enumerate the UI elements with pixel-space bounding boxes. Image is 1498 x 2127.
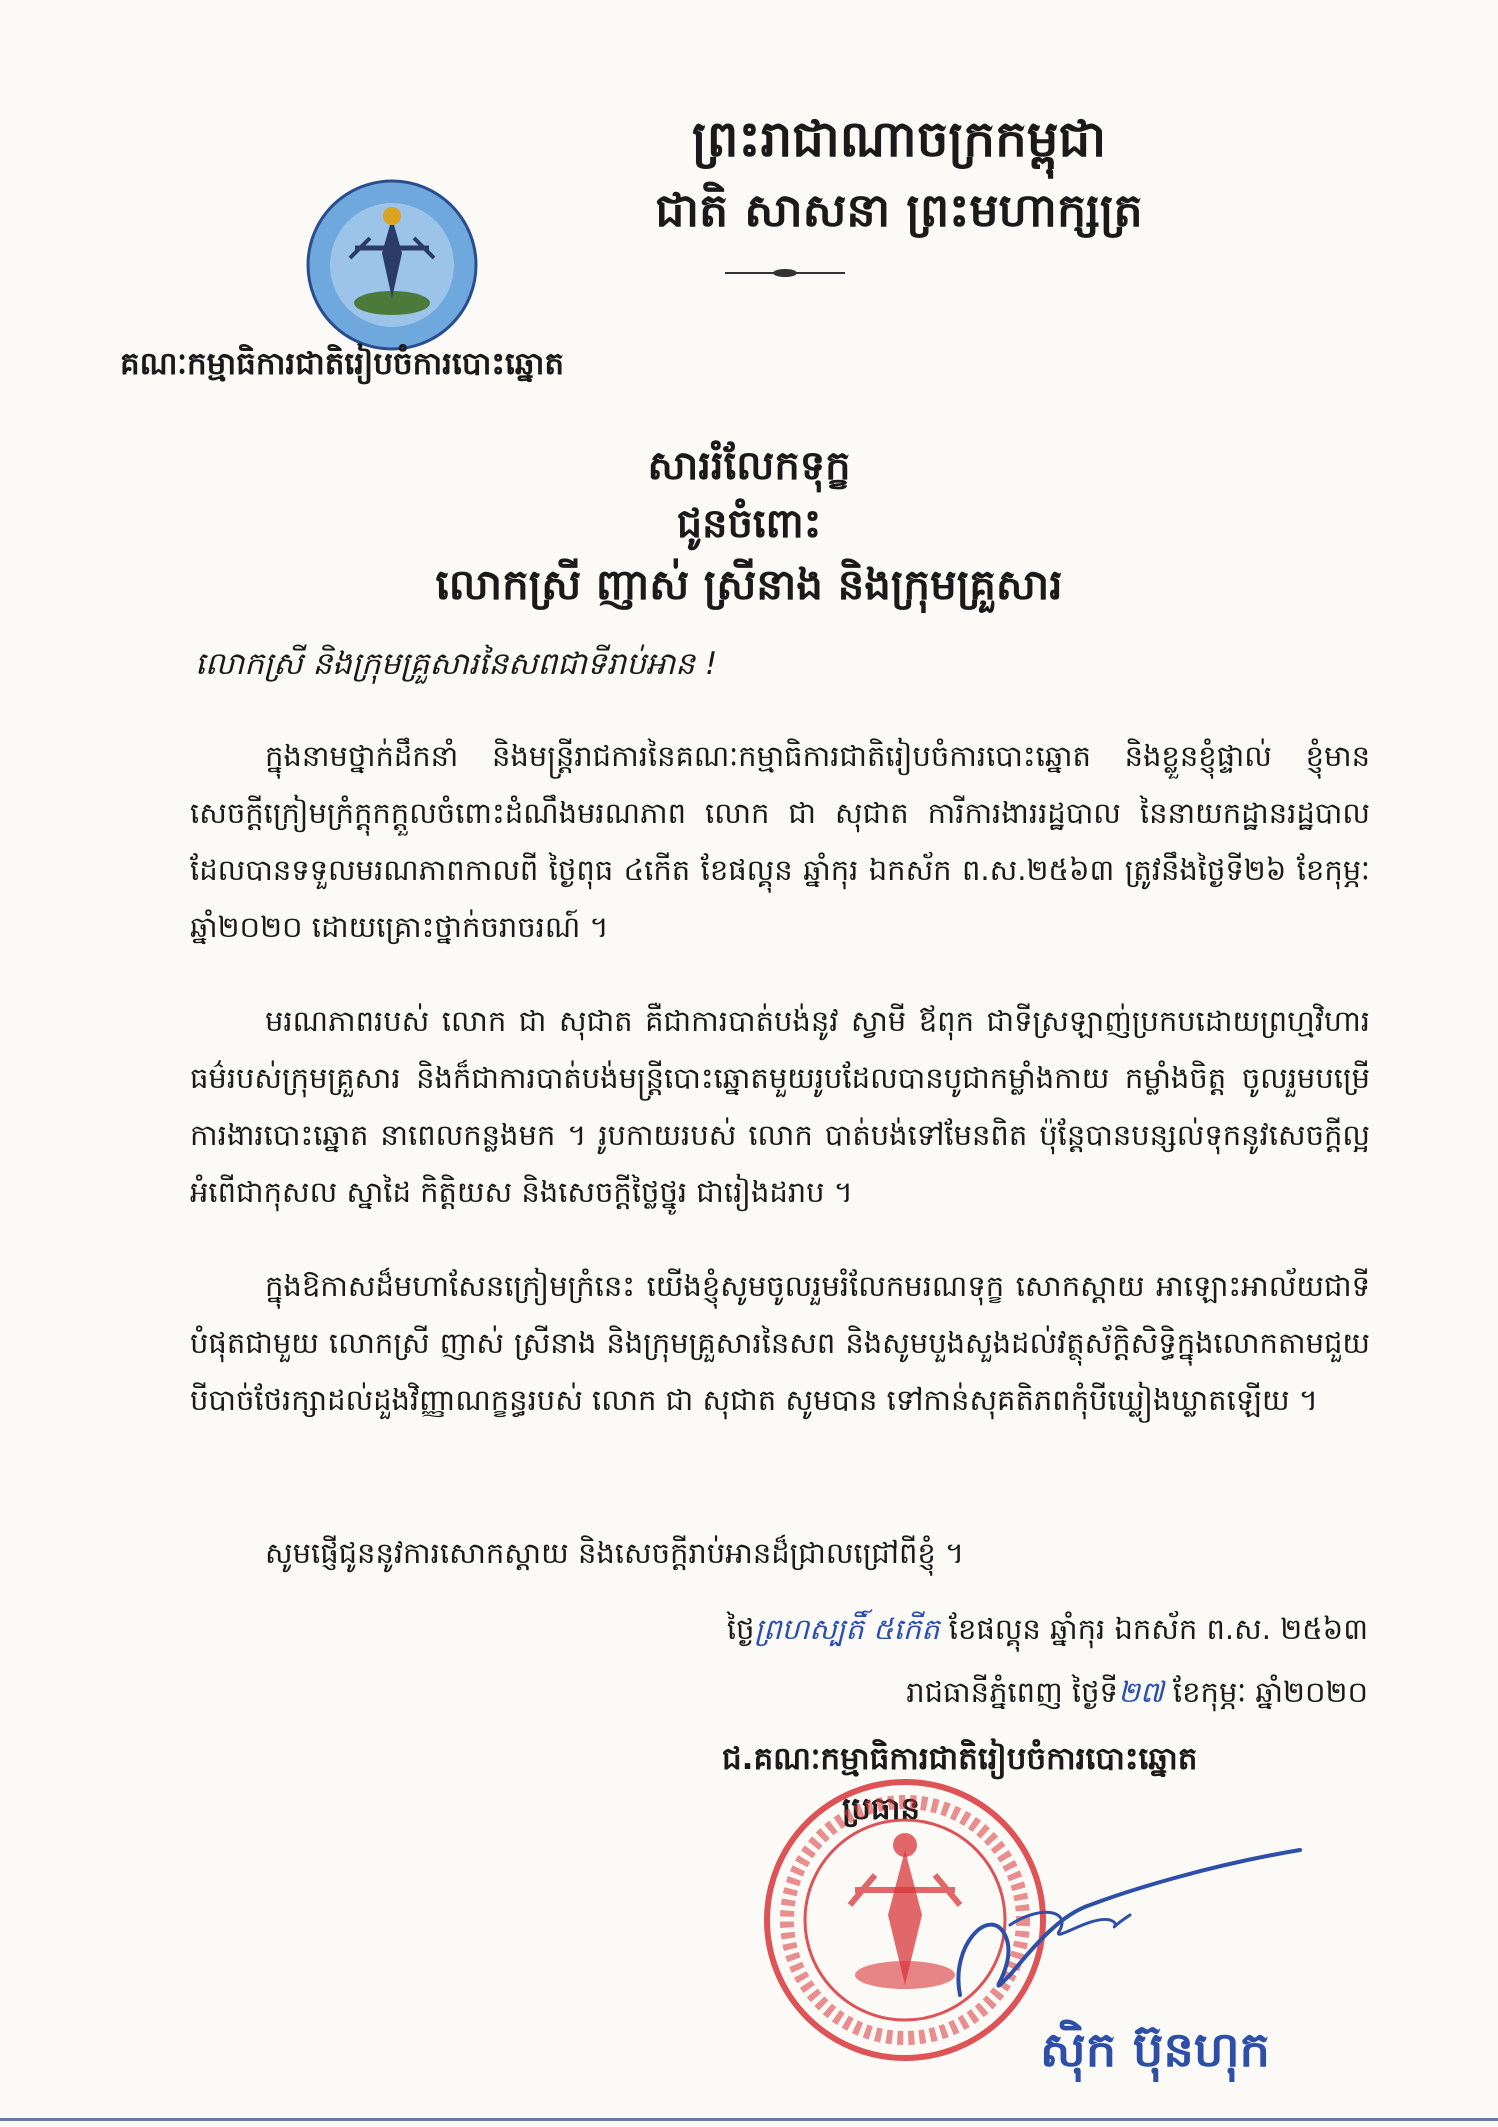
lunar-date: [727, 1612, 1368, 1654]
date-prefix: រាជធានីភ្នំពេញ ថ្ងៃទី: [906, 1675, 1118, 1709]
header-divider: [725, 272, 845, 274]
date-rest: ខែផល្គុន ឆ្នាំកុរ ឯកស័ក ព.ស. ២៥៦៣: [948, 1612, 1368, 1646]
date-prefix: ថ្ងៃ: [726, 1612, 755, 1646]
committee-name: គណៈកម្មាធិការជាតិរៀបចំការបោះឆ្នោត: [120, 346, 565, 382]
handwritten-day: ២៧: [1117, 1675, 1164, 1709]
solar-date: [906, 1675, 1368, 1717]
signatory-name: ស៊ិក ប៊ុនហុក: [1040, 2022, 1270, 2078]
nec-emblem-icon: [305, 178, 480, 353]
handwritten-day: ព្រហស្បតិ៍ ៥កើត: [754, 1612, 940, 1646]
signatory-org: ជ.គណៈកម្មាធិការជាតិរៀបចំការបោះឆ្នោត: [722, 1741, 1198, 1777]
letter-subtitle: ជូនចំពោះ: [676, 501, 822, 547]
recipient-name: លោកស្រី ញាស់ ស្រីនាង និងក្រុមគ្រួសារ: [435, 560, 1063, 609]
signatory-role: ប្រធាន: [842, 1791, 921, 1827]
letter-title: សាររំលែកទុក្ខ: [647, 443, 851, 489]
paragraph: សូមផ្ញើជូននូវការសោកស្តាយ និងសេចក្តីរាប់អានដ៏ជ្រាលជ្រៅពីខ្ញុំ ។: [265, 1536, 965, 1570]
paragraph: ក្នុងឱកាសដ៏មហាសែនក្រៀមក្រំនេះ យើងខ្ញុំសូមចូលរួមរំលែកមរណទុក្ខ សោកស្តាយ អាឡោះអាល័យជាទីបំផុតជាមួយ លោកស្រី ញាស់ ស្រីនាង និងក្រុមគ្រួសារនៃសព និងសូមបួងសួងដល់វត្ថុស័ក្តិសិទ្ធិក្នុងលោកតាមជួយបីបាច់ថែរក្សាដល់ដួងវិញ្ញាណក្ខន្ធរបស់ លោក ជា សុជាត សូមបាន ទៅកាន់សុគតិភពកុំបីឃ្លៀងឃ្លាតឡើយ ។: [190, 1269, 1370, 1417]
paragraph: ក្នុងនាមថ្នាក់ដឹកនាំ និងមន្ត្រីរាជការនៃគណៈកម្មាធិការជាតិរៀបចំការបោះឆ្នោត និងខ្លួនខ្ញុំផ្ទាល់ ខ្ញុំមានសេចក្តីក្រៀមក្រំក្តុកក្តួលចំពោះដំណឹងមរណភាព លោក ជា សុជាត ការីការងាររដ្ឋបាល នៃនាយកដ្ឋានរដ្ឋបាល ដែលបានទទួលមរណភាពកាលពី ថ្ងៃពុធ ៤កើត ខែផល្គុន ឆ្នាំកុរ ឯកស័ក ព.ស.២៥៦៣ ត្រូវនឹងថ្ងៃទី២៦ ខែកុម្ភៈ ឆ្នាំ២០២០ ដោយគ្រោះថ្នាក់ចរាចរណ៍ ។: [190, 739, 1370, 944]
kingdom-title: ព្រះរាជាណាចក្រកម្ពុជា: [691, 110, 1107, 168]
paragraph: មរណភាពរបស់ លោក ជា សុជាត គឺជាការបាត់បង់នូវ ស្វាមី ឪពុក ជាទីស្រឡាញ់ប្រកបដោយព្រហ្មវិហារធម៌របស់ក្រុមគ្រួសារ និងក៏ជាការបាត់បង់មន្ត្រីបោះឆ្នោតមួយរូបដែលបានបូជាកម្លាំងកាយ កម្លាំងចិត្ត ចូលរួមបម្រើការងារបោះឆ្នោត នាពេលកន្លងមក ។ រូបកាយរបស់ លោក បាត់បង់ទៅមែនពិត ប៉ុន្តែបានបន្សល់ទុកនូវសេចក្តីល្អ អំពើជាកុសល ស្នាដៃ កិត្តិយស និងសេចក្តីថ្លៃថ្នូរ ជារៀងដរាប ។: [190, 1004, 1370, 1209]
scan-edge: [0, 2118, 1498, 2121]
date-rest: ខែកុម្ភៈ ឆ្នាំ២០២០: [1172, 1675, 1368, 1709]
greeting: លោកស្រី និងក្រុមគ្រួសារនៃសពជាទីរាប់អាន !: [195, 646, 718, 682]
handwritten-signature-icon: [950, 1845, 1310, 2015]
national-motto: ជាតិ សាសនា ព្រះមហាក្សត្រ: [655, 183, 1143, 237]
